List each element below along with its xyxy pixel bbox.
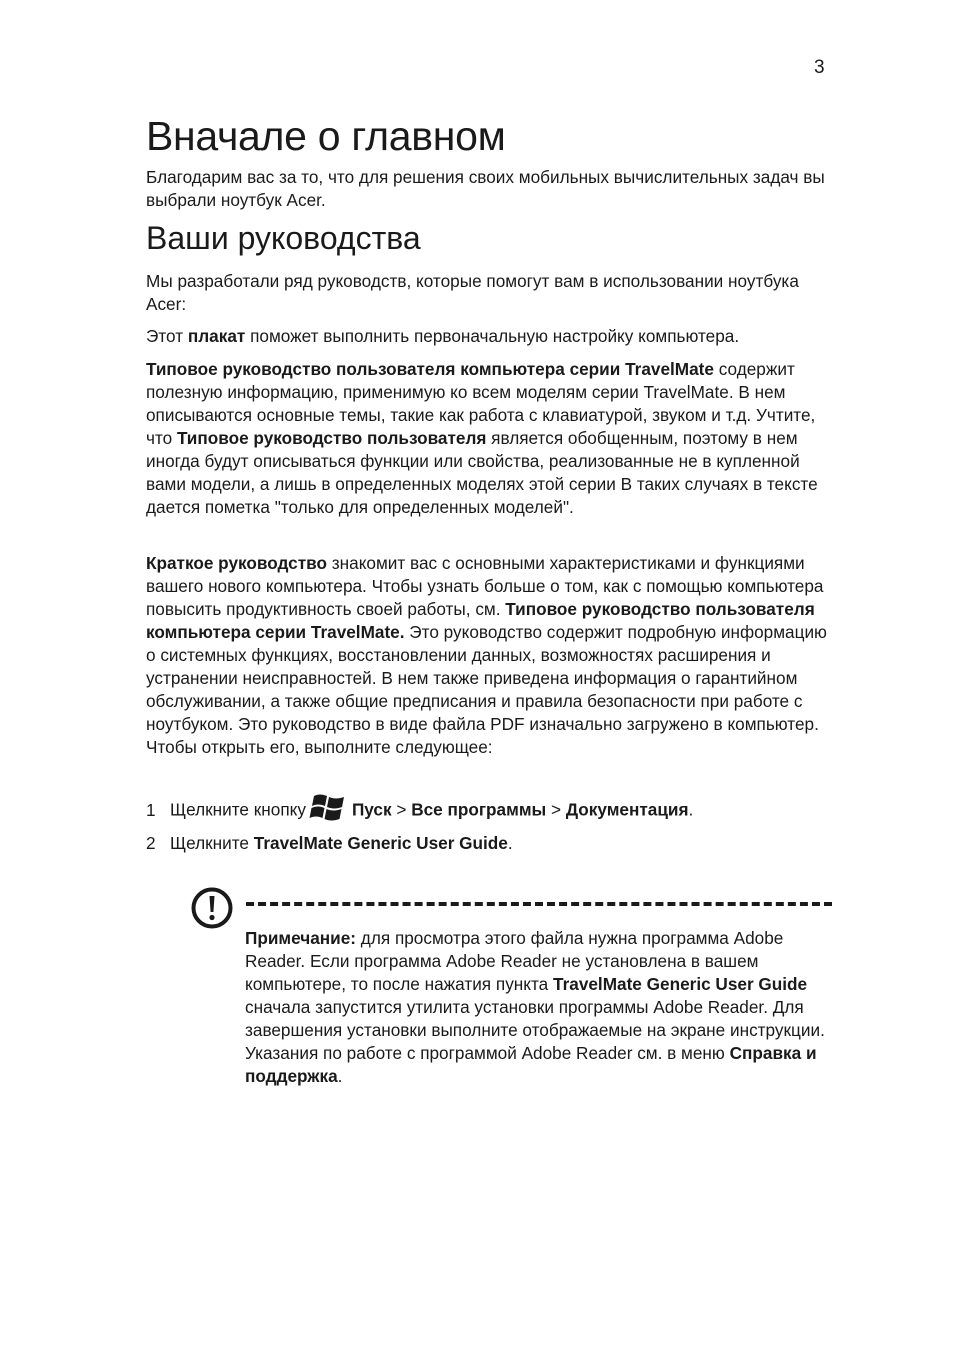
note-text: Примечание: для просмотра этого файла нужна программа Adobe Reader. Если программа Adobe Reader не установлена в вашем компьютере, то после нажатия пункта TravelMate Generic User Guide сначала запустится утилита установки программы Adobe Reader. Для завершения установки выполните отображаемые на экране инструкции. Указания по работе с программой Adobe Reader см. в меню Справка и поддержка. — [245, 928, 825, 1086]
page-title: Вначале о главном — [146, 113, 506, 159]
step-1: 1 Щелкните кнопку Пуск > Все программы > Документация. — [146, 798, 693, 824]
windows-start-icon — [308, 792, 348, 824]
guides-paragraph: Мы разработали ряд руководств, которые помогут вам в использовании ноутбука Acer: — [146, 271, 799, 314]
intro-paragraph: Благодарим вас за то, что для решения своих мобильных вычислительных задач вы выбрали ноутбук Acer. — [146, 167, 825, 210]
page-number: 3 — [814, 57, 825, 78]
step-number: 2 — [146, 833, 156, 853]
quick-guide-paragraph: Краткое руководство знакомит вас с основными характеристиками и функциями вашего нового компьютера. Чтобы узнать больше о том, как с помощью компьютера повысить продуктивность своей работы, см. Типовое руководство пользователя компьютера серии TravelMate. Это руководство содержит подробную информацию о системных функциях, восстановлении данных, возможностях расширения и устранении неисправностей. В нем также приведена информация о гарантийном обслуживании, а также общие предписания и правила безопасности при работе с ноутбуком. Это руководство в виде файла PDF изначально загружено в компьютер. Чтобы открыть его, выполните следующее: — [146, 553, 827, 757]
section-title: Ваши руководства — [146, 220, 421, 256]
step-2: 2 Щелкните TravelMate Generic User Guide. — [146, 833, 513, 853]
note-divider — [246, 902, 832, 906]
exclamation-icon — [190, 886, 234, 930]
step-number: 1 — [146, 799, 156, 820]
generic-guide-paragraph: Типовое руководство пользователя компьютера серии TravelMate содержит полезную информацию, применимую ко всем моделям серии TravelMate. В нем описываются основные темы, такие как работа с клавиатурой, звуком и т.д. Учтите, что Типовое руководство пользователя является обобщенным, поэтому в нем иногда будут описываться функции или свойства, реализованные не в купленной вами модели, а лишь в определенных моделях этой серии В таких случаях в тексте дается пометка "только для определенных моделей". — [146, 359, 818, 517]
poster-paragraph: Этот плакат поможет выполнить первоначальную настройку компьютера. — [146, 326, 740, 346]
